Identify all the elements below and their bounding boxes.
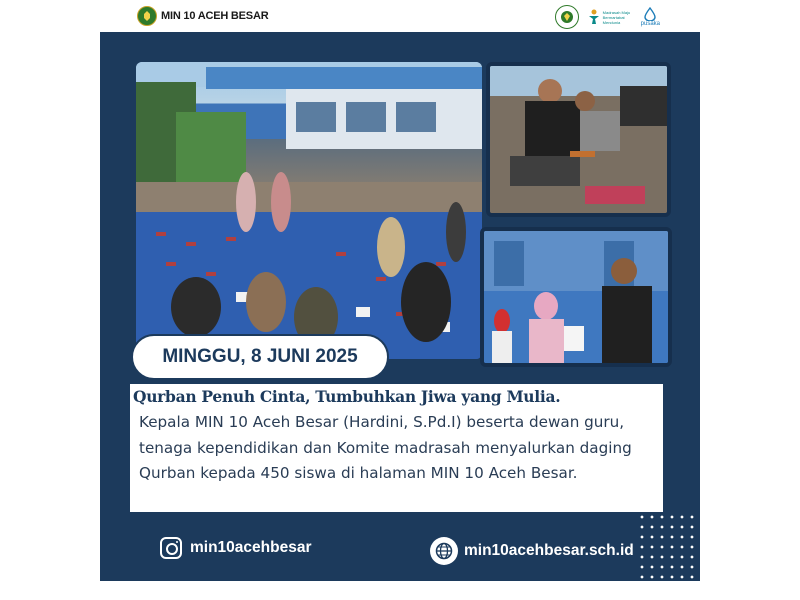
pusaka-text: pusaka (640, 21, 660, 27)
instagram-link[interactable] (160, 537, 312, 559)
madrasah-maju-text: Madrasah Maju Bermartabat Mendunia (602, 9, 631, 25)
photo-cutting-meat (486, 62, 671, 217)
header (0, 0, 800, 32)
partner-logos (555, 5, 660, 29)
website-url: min10acehbesar.sch.id (464, 542, 634, 559)
website-link[interactable] (430, 537, 634, 565)
main-photo (136, 62, 482, 359)
decorative-dots (637, 512, 699, 582)
kemenag-logo-icon (555, 5, 579, 29)
date-badge (131, 334, 389, 380)
madrasah-maju-logo (587, 9, 633, 25)
kemenag-emblem-icon (137, 6, 157, 26)
instagram-handle: min10acehbesar (190, 539, 312, 556)
post-headline: Qurban Penuh Cinta, Tumbuhkan Jiwa yang Mulia. (133, 387, 561, 406)
post-body: Kepala MIN 10 Aceh Besar (Hardini, S.Pd.I) beserta dewan guru, tenaga kependidikan dan Komite madrasah menyalurkan daging Qurban kepada 450 siswa di halaman MIN 10 Aceh Besar. (139, 413, 632, 482)
pusaka-logo (641, 7, 660, 27)
caption-box (130, 384, 663, 512)
brand-logo[interactable] (137, 6, 268, 26)
drop-icon (644, 7, 656, 21)
brand-name: MIN 10 ACEH BESAR (161, 10, 269, 22)
post-panel (100, 32, 700, 581)
figure-icon (587, 9, 601, 25)
post-date: MINGGU, 8 JUNI 2025 (162, 346, 358, 367)
globe-icon (430, 537, 458, 565)
instagram-icon (160, 537, 182, 559)
photo-handing-meat (480, 227, 672, 367)
